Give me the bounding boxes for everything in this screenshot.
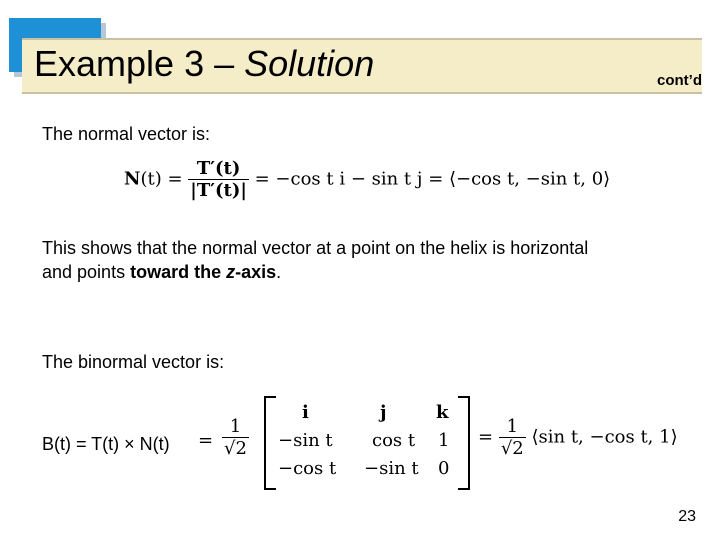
eq1-equals: = xyxy=(167,168,183,190)
eq1-frac-num: T′(t) xyxy=(196,158,241,179)
title-main: Example 3 – xyxy=(34,43,245,84)
eq1-fraction xyxy=(188,158,249,201)
matrix-r1c1: cos t xyxy=(372,430,416,451)
matrix-r0c0: i xyxy=(302,402,309,423)
eq2-frac1 xyxy=(222,416,249,459)
continued-label: cont’d xyxy=(657,72,702,89)
note-line2a: and points xyxy=(42,262,131,282)
binormal-vector-intro: The binormal vector is: xyxy=(42,352,225,372)
matrix-right-bracket xyxy=(458,396,470,490)
eq2-frac2-den: √2 xyxy=(500,438,524,459)
eq1-rhs: = −cos t i − sin t j = ⟨−cos t, −sin t, 0⟩ xyxy=(254,168,611,190)
eq2-frac2 xyxy=(499,416,526,459)
eq2-frac2-num: 1 xyxy=(506,416,519,437)
matrix-r0c2: k xyxy=(436,402,449,423)
eq2-rhs-equals: = xyxy=(478,426,494,448)
matrix-r0c1: j xyxy=(380,402,387,423)
eq2-frac1-den: √2 xyxy=(224,438,247,459)
title-italic: Solution xyxy=(244,43,375,84)
eq2-fraction1 xyxy=(222,416,249,459)
eq1-frac-den: |T′(t)| xyxy=(190,180,247,201)
eq1-lhs-bold: N xyxy=(124,168,141,190)
matrix-left-bracket xyxy=(264,396,276,490)
note-line1: This shows that the normal vector at a point on the helix is horizontal xyxy=(42,238,589,258)
normal-vector-intro: The normal vector is: xyxy=(42,124,211,144)
eq2-rhs-group xyxy=(478,416,678,459)
determinant-matrix xyxy=(264,396,470,486)
matrix-r2c2: 0 xyxy=(438,458,450,479)
page-number: 23 xyxy=(678,508,696,525)
eq2-frac1-num: 1 xyxy=(229,416,242,437)
matrix-r2c1: −sin t xyxy=(364,458,419,479)
note-bold2: -axis xyxy=(235,262,277,282)
binormal-lhs: B(t) = T(t) × N(t) xyxy=(42,434,170,454)
horizontal-note xyxy=(42,236,682,284)
matrix-r1c0: −sin t xyxy=(278,430,333,451)
note-bold-italic: z xyxy=(226,262,236,282)
title-bottom-rule xyxy=(22,92,702,94)
matrix-r1c2: 1 xyxy=(438,430,450,451)
eq1-lhs-arg: (t) xyxy=(140,168,162,190)
normal-vector-equation xyxy=(124,158,610,201)
eq2-equals: = xyxy=(198,430,214,451)
note-bold1: toward the xyxy=(130,262,227,282)
eq2-rhs: ⟨sin t, −cos t, 1⟩ xyxy=(531,426,678,448)
slide-title xyxy=(34,42,374,86)
matrix-r2c0: −cos t xyxy=(278,458,337,479)
note-end: . xyxy=(276,262,282,282)
